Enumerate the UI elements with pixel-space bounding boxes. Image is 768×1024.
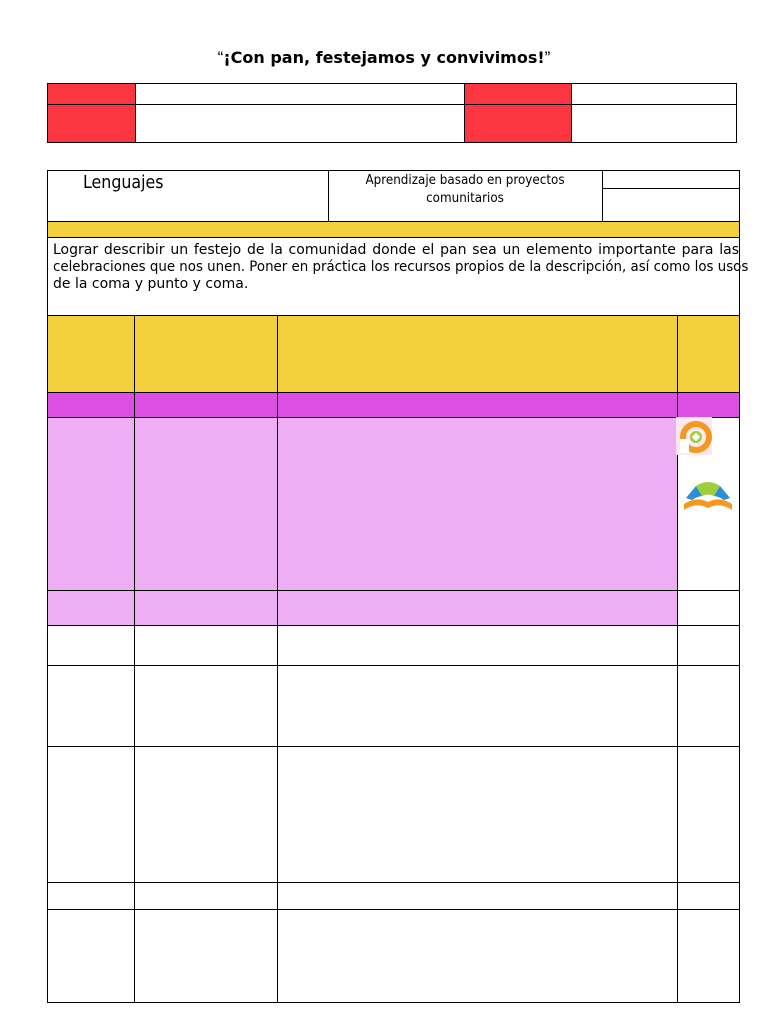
grid-r9-c2[interactable]	[134, 909, 278, 1003]
title-close-quote: ”	[544, 48, 551, 67]
grid-r4-c4[interactable]	[677, 590, 740, 626]
grid-r7-c2[interactable]	[134, 746, 278, 883]
info-value-cell-4[interactable]	[571, 104, 737, 143]
campo-formativo-label: Lenguajes	[83, 172, 164, 193]
grid-r2-c4	[677, 392, 740, 418]
orange-green-circle-icon	[676, 417, 716, 457]
grid-r3-c2[interactable]	[134, 417, 278, 591]
grid-r2-c2	[134, 392, 278, 418]
grid-r5-c1[interactable]	[47, 625, 135, 666]
grid-r3-c3[interactable]	[277, 417, 678, 591]
proposito-text	[53, 242, 749, 293]
grid-r6-c4[interactable]	[677, 665, 740, 747]
grid-r4-c1[interactable]	[47, 590, 135, 626]
grid-r6-c2[interactable]	[134, 665, 278, 747]
info-label-cell-4	[464, 104, 572, 143]
metodologia-line-1: Aprendizaje basado en proyectos	[365, 173, 565, 188]
grid-r1-c3	[277, 315, 678, 393]
metodologia-label	[341, 172, 589, 208]
grid-r8-c1[interactable]	[47, 882, 135, 910]
grid-r8-c4[interactable]	[677, 882, 740, 910]
grid-r2-c3	[277, 392, 678, 418]
grid-r2-c1	[47, 392, 135, 418]
grid-r1-c1	[47, 315, 135, 393]
extra-cell-bottom[interactable]	[602, 188, 740, 222]
grid-r7-c1[interactable]	[47, 746, 135, 883]
proposito-line-3: de la coma y punto y coma.	[53, 276, 249, 292]
grid-r6-c1[interactable]	[47, 665, 135, 747]
grid-r8-c3[interactable]	[277, 882, 678, 910]
grid-r8-c2[interactable]	[134, 882, 278, 910]
grid-r4-c2[interactable]	[134, 590, 278, 626]
info-label-cell-3	[47, 104, 136, 143]
grid-r5-c2[interactable]	[134, 625, 278, 666]
green-blue-orange-book-icon	[682, 476, 734, 516]
grid-r1-c2	[134, 315, 278, 393]
info-value-cell-1[interactable]	[135, 83, 465, 105]
title-open-quote: “	[217, 48, 224, 67]
info-value-cell-2[interactable]	[571, 83, 737, 105]
proposito-header-band	[47, 221, 740, 238]
info-label-cell-1	[47, 83, 136, 105]
grid-r9-c3[interactable]	[277, 909, 678, 1003]
grid-r9-c1[interactable]	[47, 909, 135, 1003]
grid-r5-c3[interactable]	[277, 625, 678, 666]
proposito-line-1: Lograr describir un festejo de la comunidad donde el pan sea un elemento importante para las	[53, 242, 739, 258]
metodologia-line-2: comunitarios	[426, 191, 504, 206]
grid-r7-c3[interactable]	[277, 746, 678, 883]
document-title	[0, 48, 768, 68]
title-text: ¡Con pan, festejamos y convivimos!	[223, 48, 545, 67]
grid-r9-c4[interactable]	[677, 909, 740, 1003]
grid-r4-c3[interactable]	[277, 590, 678, 626]
grid-r3-c1[interactable]	[47, 417, 135, 591]
extra-cell-top[interactable]	[602, 170, 740, 189]
grid-r1-c4	[677, 315, 740, 393]
grid-r6-c3[interactable]	[277, 665, 678, 747]
proposito-line-2: celebraciones que nos unen. Poner en práctica los recursos propios de la descripción, así como los usos	[53, 259, 749, 275]
grid-r7-c4[interactable]	[677, 746, 740, 883]
grid-r5-c4[interactable]	[677, 625, 740, 666]
info-label-cell-2	[464, 83, 572, 105]
info-value-cell-3[interactable]	[135, 104, 465, 143]
